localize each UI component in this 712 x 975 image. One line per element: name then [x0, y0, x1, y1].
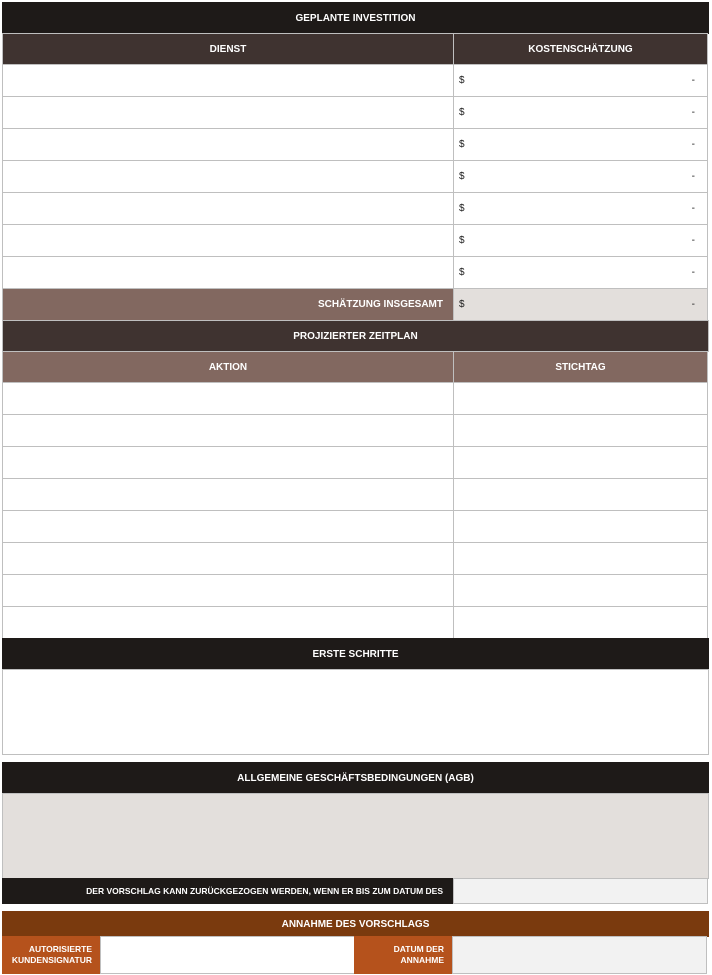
service-cell[interactable]: [2, 64, 454, 97]
action-cell[interactable]: [2, 382, 454, 415]
deadline-cell[interactable]: [453, 574, 708, 607]
cost-currency: $: [459, 235, 465, 246]
cost-currency: $: [459, 107, 465, 118]
deadline-cell[interactable]: [453, 382, 708, 415]
investment-row: [2, 192, 708, 224]
total-amount: -: [691, 299, 695, 310]
investment-row: [2, 96, 708, 128]
withdraw-date-field[interactable]: [453, 878, 708, 904]
cost-amount: -: [691, 139, 695, 150]
service-cell[interactable]: [2, 96, 454, 129]
cost-amount: -: [691, 75, 695, 86]
acceptance-date-field[interactable]: [452, 936, 707, 974]
cost-currency: $: [459, 171, 465, 182]
spacer: [2, 754, 708, 762]
investment-row: [2, 128, 708, 160]
service-cell[interactable]: [2, 128, 454, 161]
signature-label-line1: AUTORISIERTE: [28, 944, 92, 954]
cost-amount: -: [691, 107, 695, 118]
cost-currency: $: [459, 139, 465, 150]
deadline-cell[interactable]: [453, 542, 708, 575]
withdraw-row: [2, 878, 708, 903]
action-cell[interactable]: [2, 478, 454, 511]
action-cell[interactable]: [2, 542, 454, 575]
acceptance-title: ANNAHME DES VORSCHLAGS: [2, 911, 709, 937]
service-cell[interactable]: [2, 192, 454, 225]
cost-cell[interactable]: [453, 256, 708, 289]
action-cell[interactable]: [2, 446, 454, 479]
investment-rows: [2, 64, 708, 288]
first-steps-title-row: [2, 638, 708, 669]
schedule-header-row: [2, 351, 708, 382]
investment-title-row: [2, 2, 708, 33]
cost-cell[interactable]: [453, 96, 708, 129]
deadline-cell[interactable]: [453, 414, 708, 447]
schedule-row: [2, 382, 708, 414]
cost-cell[interactable]: [453, 64, 708, 97]
cost-cell[interactable]: [453, 192, 708, 225]
schedule-row: [2, 606, 708, 638]
investment-row: [2, 64, 708, 96]
action-cell[interactable]: [2, 510, 454, 543]
terms-body[interactable]: [2, 793, 709, 879]
action-cell[interactable]: [2, 414, 454, 447]
signature-label-line2: KUNDENSIGNATUR: [11, 955, 92, 965]
withdraw-label: DER VORSCHLAG KANN ZURÜCKGEZOGEN WERDEN, WENN ER BIS ZUM DATUM DES: [2, 878, 454, 904]
schedule-row: [2, 574, 708, 606]
cost-currency: $: [459, 203, 465, 214]
cost-amount: -: [691, 235, 695, 246]
investment-row: [2, 224, 708, 256]
cost-currency: $: [459, 267, 465, 278]
cost-amount: -: [691, 267, 695, 278]
date-label-line1: DATUM DER: [393, 944, 444, 954]
terms-title: ALLGEMEINE GESCHÄFTSBEDINGUNGEN (AGB): [2, 762, 709, 794]
deadline-cell[interactable]: [453, 606, 708, 639]
investment-row: [2, 160, 708, 192]
first-steps-title: ERSTE SCHRITTE: [2, 638, 709, 670]
investment-row: [2, 256, 708, 288]
deadline-cell[interactable]: [453, 446, 708, 479]
deadline-cell[interactable]: [453, 510, 708, 543]
total-currency: $: [459, 299, 465, 310]
cost-cell[interactable]: [453, 224, 708, 257]
service-cell[interactable]: [2, 256, 454, 289]
schedule-rows: [2, 382, 708, 638]
spacer: [2, 903, 708, 911]
terms-title-row: [2, 762, 708, 793]
col-header-service: DIENST: [2, 33, 454, 65]
col-header-cost: KOSTENSCHÄTZUNG: [453, 33, 708, 65]
investment-header-row: [2, 33, 708, 64]
schedule-row: [2, 510, 708, 542]
service-cell[interactable]: [2, 224, 454, 257]
schedule-row: [2, 414, 708, 446]
proposal-form: [2, 2, 708, 973]
deadline-cell[interactable]: [453, 478, 708, 511]
total-label: SCHÄTZUNG INSGESAMT: [2, 288, 454, 321]
schedule-row: [2, 542, 708, 574]
schedule-row: [2, 446, 708, 478]
schedule-title-row: [2, 320, 708, 351]
cost-cell[interactable]: [453, 160, 708, 193]
signature-field[interactable]: [100, 936, 355, 974]
service-cell[interactable]: [2, 160, 454, 193]
signature-label: [2, 936, 101, 974]
acceptance-title-row: [2, 911, 708, 936]
schedule-row: [2, 478, 708, 510]
investment-title: GEPLANTE INVESTITION: [2, 2, 709, 34]
acceptance-row: [2, 936, 708, 973]
cost-amount: -: [691, 203, 695, 214]
first-steps-body[interactable]: [2, 669, 709, 755]
col-header-action: AKTION: [2, 351, 454, 383]
first-steps-body-row: [2, 669, 708, 754]
cost-cell[interactable]: [453, 128, 708, 161]
cost-currency: $: [459, 75, 465, 86]
terms-body-row: [2, 793, 708, 878]
action-cell[interactable]: [2, 606, 454, 639]
col-header-deadline: STICHTAG: [453, 351, 708, 383]
investment-total-row: [2, 288, 708, 320]
total-value[interactable]: [453, 288, 708, 321]
acceptance-date-label: [354, 936, 453, 974]
action-cell[interactable]: [2, 574, 454, 607]
cost-amount: -: [691, 171, 695, 182]
date-label-line2: ANNAHME: [400, 955, 444, 965]
schedule-title: PROJIZIERTER ZEITPLAN: [2, 320, 709, 352]
